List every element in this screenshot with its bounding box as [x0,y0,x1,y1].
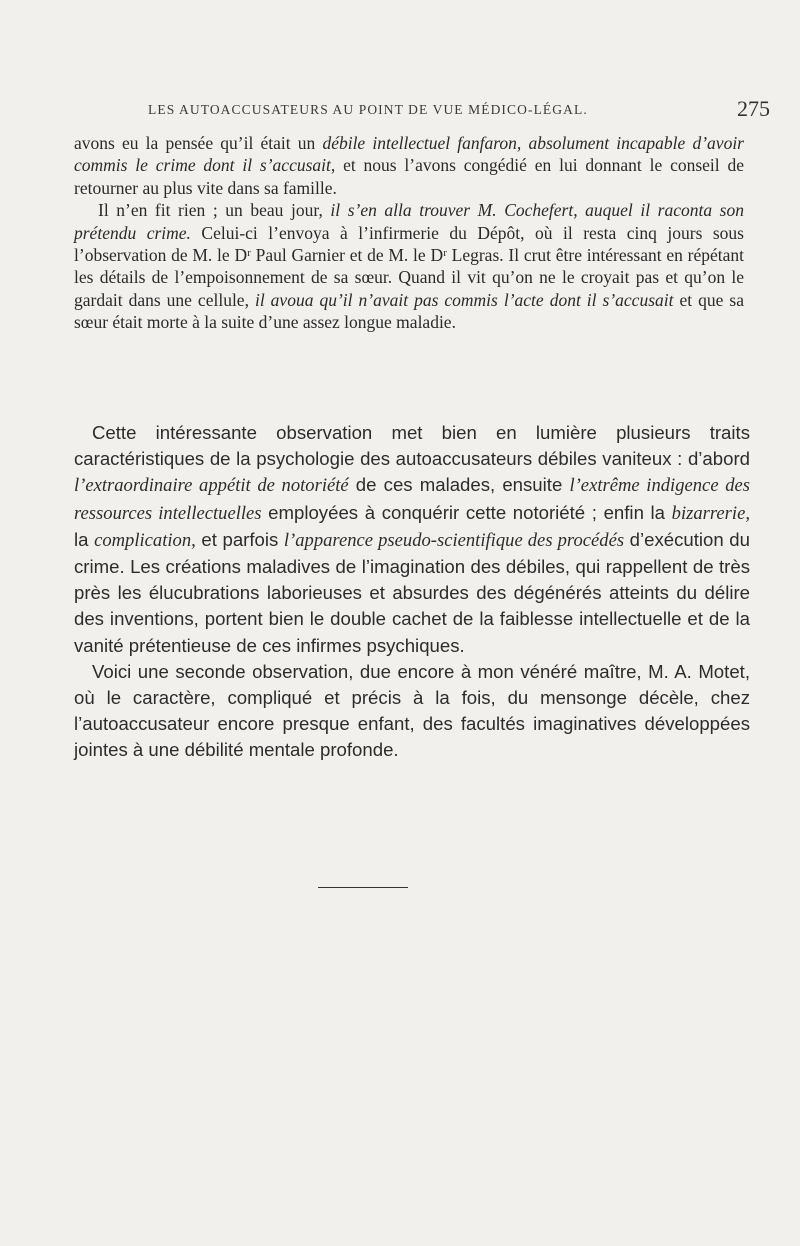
italic-run: débile intellectuel fanfaron, absolument incapable d’avoir commis le crime dont il s’accusait, [74,133,744,176]
running-head: LES AUTOACCUSATEURS AU POINT DE VUE MÉDICO-LÉGAL. [148,102,588,117]
text-run: et parfois [195,528,284,550]
text-run: la [74,528,95,550]
italic-run: bizarrerie, [671,502,750,524]
italic-run: l’extrême indigence des ressources intellectuelles [74,475,750,524]
italic-run: l’apparence pseudo-scientifique des procédés [283,529,625,551]
text-run: employées à conquérir cette notoriété ; enfin la [261,501,672,523]
text-run: de ces malades, ensuite [348,474,570,496]
paragraph [74,199,744,333]
text-run: Celui-ci l’envoya à l’infirmerie du Dépôt, où il resta cinq jours sous l’observation de M. le Dʳ Paul Garnier et de M. le Dʳ Legras. Il crut être intéressant en répétant les détails de l’empoisonnement de sa sœur. Quand il vit qu’on ne le croyait pas et qu’on le gardait dans une cellule, [74,222,744,310]
text-run: et que sa sœur était morte à la suite d’une assez longue maladie. [74,289,744,333]
italic-run: il avoua qu’il n’avait pas commis l’acte dont il s’accusait [254,289,674,310]
text-run: avons eu la pensée qu’il était un [74,133,323,153]
page-number: 275 [737,96,770,121]
italic-run: l’extraordinaire appétit de notoriété [74,475,349,497]
commentary-text [74,420,750,764]
text-run: Cette intéressante observation met bien en lumière plusieurs traits caractéristiques de la psychologie des autoaccusateurs débiles vaniteux : d’abord [74,422,750,470]
text-run: Voici une seconde observation, due encore à mon vénéré maître, M. A. Motet, où le caractère, compliqué et précis à la fois, du mensonge décèle, chez l’autoaccusateur encore presque enfant, des facultés imaginatives développées jointes à une débilité mentale profonde. [74,660,750,761]
text-run: d’exécution du crime. Les créations maladives de l’imagination des débiles, qui rappellent de très près les élucubrations laborieuses et absurdes des dégénérés atteints du délire des inventions, portent bien le double cachet de la faiblesse intellectuelle et de la vanité prétentieuse de ces infirmes psychiques. [74,528,750,656]
italic-run: complication, [94,529,196,551]
italic-run: il s’en alla trouver M. Cochefert, auquel il raconta son prétendu crime. [74,200,744,243]
paragraph [74,420,750,659]
text-run: Il n’en fit rien ; un beau jour, [98,200,331,221]
observation-text [74,132,744,334]
paragraph-continued [74,132,744,199]
paragraph [74,659,750,764]
text-run: et nous l’avons congédié en lui donnant le conseil de retourner au plus vite dans sa famille. [74,155,744,198]
page-header [148,96,770,124]
section-rule [318,887,408,888]
